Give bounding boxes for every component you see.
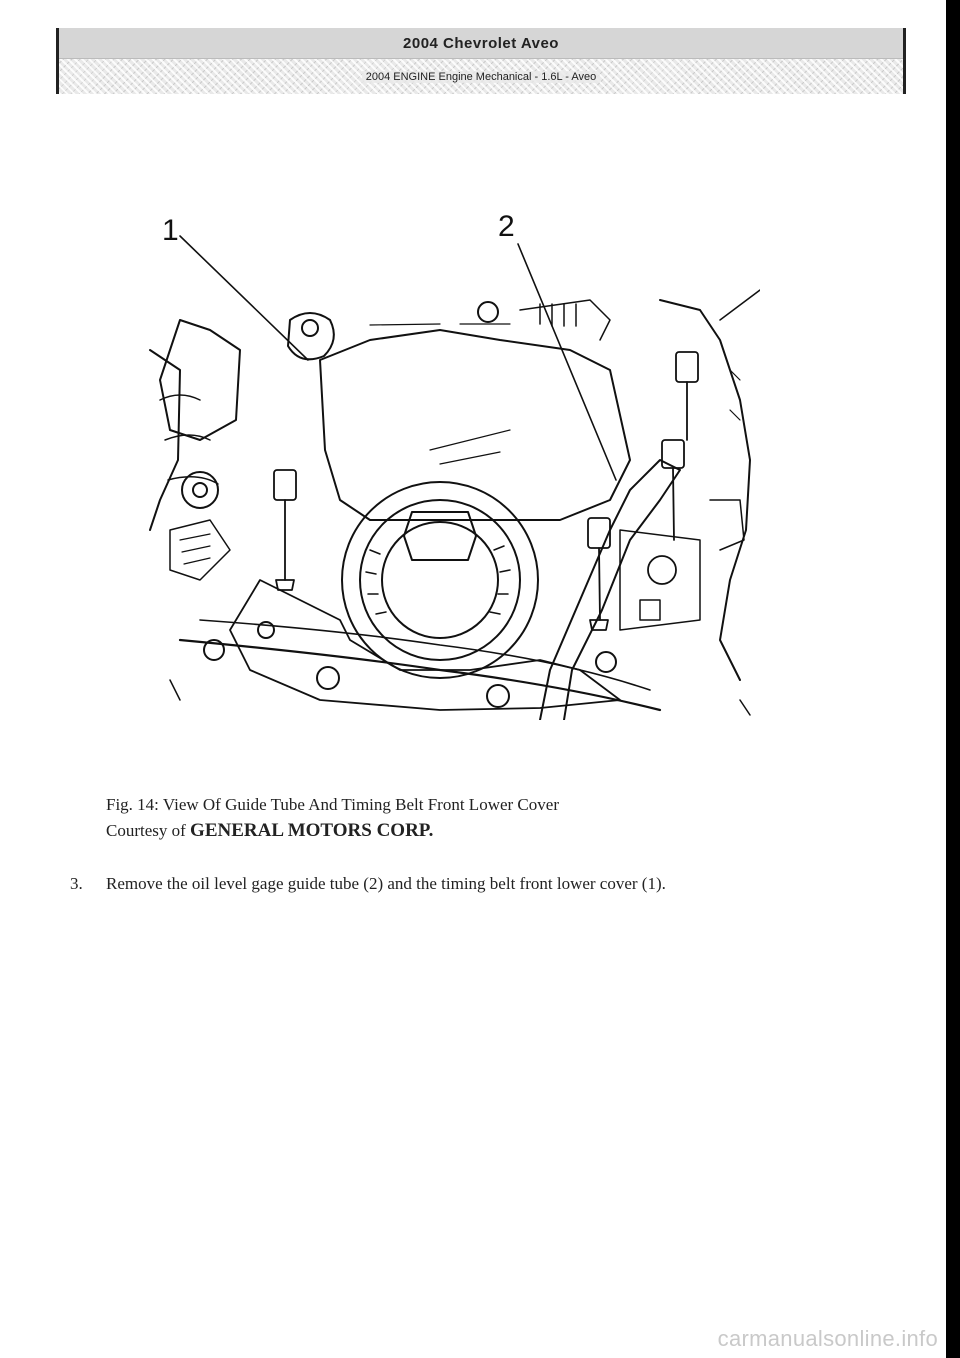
page-header — [56, 28, 906, 94]
engine-illustration — [140, 200, 760, 720]
header-title-bar — [59, 28, 903, 59]
courtesy-corp: GENERAL MOTORS CORP. — [190, 820, 434, 841]
timing-cover-upper — [320, 330, 630, 520]
bolt — [274, 470, 296, 590]
step-number: 3. — [70, 874, 83, 893]
site-watermark: carmanualsonline.info — [717, 1326, 938, 1351]
callout-2: 2 — [498, 210, 515, 243]
bolt — [596, 652, 616, 672]
document-title: 2004 Chevrolet Aveo — [403, 34, 559, 52]
leader-line-2 — [518, 244, 616, 480]
document-subtitle: 2004 ENGINE Engine Mechanical - 1.6L - Aveo — [362, 71, 601, 83]
figure-caption — [106, 792, 826, 844]
page-edge-bar — [946, 0, 960, 1358]
bolt — [317, 667, 339, 689]
step-text: Remove the oil level gage guide tube (2) and the timing belt front lower cover (1). — [106, 874, 666, 893]
courtesy-line — [106, 818, 826, 844]
callout-1: 1 — [162, 214, 179, 247]
bolt — [648, 352, 698, 584]
engine-block-left — [160, 320, 240, 440]
bolt — [487, 685, 509, 707]
courtesy-prefix: Courtesy of — [106, 821, 186, 840]
procedure-step — [70, 872, 890, 896]
figure-label: Fig. 14: View Of Guide Tube And Timing Belt Front Lower Cover — [106, 795, 559, 814]
header-subtitle-bar — [59, 59, 903, 94]
